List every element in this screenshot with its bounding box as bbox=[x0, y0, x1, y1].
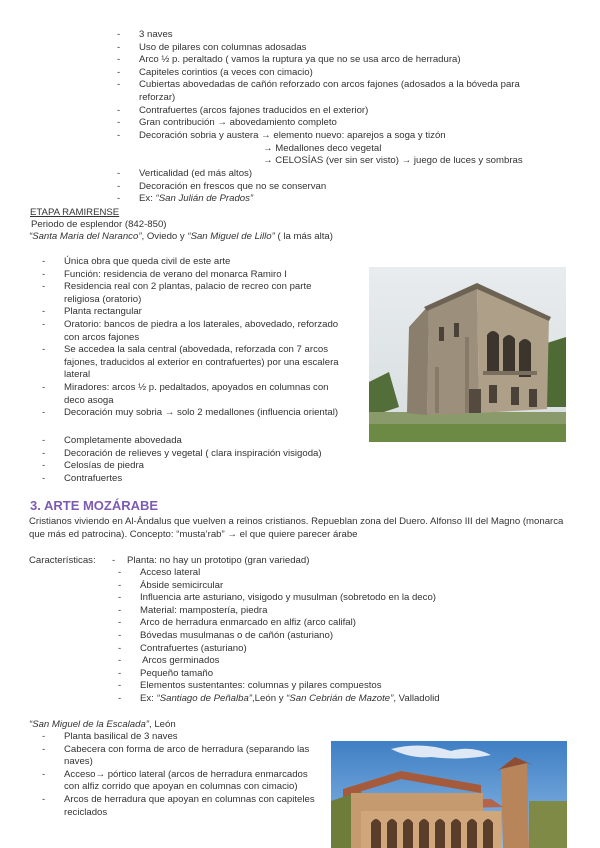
list-item: - Arcos de herradura que apoyan en columnas con capiteles reciclados bbox=[42, 794, 324, 819]
list-item: - Decoración en frescos que no se conservan bbox=[117, 181, 547, 194]
list-item: - Verticalidad (ed más altos) bbox=[117, 168, 547, 181]
list-item: - Función: residencia de verano del monarca Ramiro I bbox=[42, 269, 348, 282]
mozarabe-intro: Cristianos viviendo en Al-Ándalus que vuelven a reinos cristianos. Repueblan zona del Duero. Alfonso III del Magno (monarca que más ed patrocina). Concepto: “musta’rab” → el que quiere parecer árabe bbox=[29, 516, 564, 540]
list-item: - Elementos sustentantes: columnas y pilares compuestos bbox=[118, 680, 538, 693]
list-item: - Cabecera con forma de arco de herradura (separando las naves) bbox=[42, 744, 324, 769]
building-name: “San Miguel de Lillo” bbox=[187, 231, 275, 242]
characteristics-first bbox=[112, 555, 512, 568]
list-item: - Residencia real con 2 plantas, palacio de recreo con parte religiosa (oratorio) bbox=[42, 281, 348, 306]
list-item: - Celosías de piedra bbox=[42, 460, 362, 473]
list-item: - Planta: no hay un prototipo (gran variedad) bbox=[112, 555, 512, 568]
building-place: , Oviedo y bbox=[141, 231, 188, 242]
example-place: , Valladolid bbox=[393, 692, 440, 704]
example-prefix: Ex: bbox=[139, 193, 156, 205]
list-item bbox=[118, 693, 538, 706]
list-item: - Arcos germinados bbox=[118, 655, 538, 668]
section-heading-mozarabe: 3. ARTE MOZÁRABE bbox=[30, 498, 159, 513]
list-item: - Ábside semicircular bbox=[118, 580, 538, 593]
escalada-title bbox=[29, 719, 176, 732]
building-name: “Santa Maria del Naranco” bbox=[29, 231, 142, 242]
list-item: - Cubiertas abovedadas de cañón reforzado con arcos fajones (adosados a la bóveda para reforzar) bbox=[117, 79, 547, 104]
building-note: ( la más alta) bbox=[274, 231, 333, 242]
list-item: - Oratorio: bancos de piedra a los laterales, abovedado, reforzado con arcos fajones bbox=[42, 319, 348, 344]
characteristics-label: Características: bbox=[29, 555, 96, 566]
lillo-list bbox=[42, 435, 362, 485]
list-item: - Completamente abovedada bbox=[42, 435, 362, 448]
decoration-subitem: → Medallones deco vegetal bbox=[263, 143, 382, 154]
list-item: - Acceso→ pórtico lateral (arcos de herradura enmarcados con alfiz corrido que apoyan en columnas con cimacio) bbox=[42, 769, 324, 794]
list-item: - Pequeño tamaño bbox=[118, 668, 538, 681]
building-place: , León bbox=[149, 719, 176, 730]
escalada-list bbox=[42, 731, 324, 819]
list-item: - Acceso lateral bbox=[118, 567, 538, 580]
list-item: - Influencia arte asturiano, visigodo y musulman (sobretodo en la deco) bbox=[118, 592, 538, 605]
example-name: “San Cebrián de Mazote” bbox=[286, 692, 394, 704]
decoration-subitem: → CELOSÍAS (ver sin ser visto) → juego de luces y sombras bbox=[263, 155, 523, 166]
list-item bbox=[117, 193, 547, 206]
list-item: - Decoración muy sobria → solo 2 medallones (influencia oriental) bbox=[42, 407, 348, 420]
examples-prefix: Ex: bbox=[140, 692, 157, 704]
list-item: - Uso de pilares con columnas adosadas bbox=[117, 42, 547, 55]
list-item: - Capiteles corintios (a veces con cimacio) bbox=[117, 67, 547, 80]
list-item: - Planta basilical de 3 naves bbox=[42, 731, 324, 744]
example-place: ,León y bbox=[252, 692, 287, 704]
asturian-features-list bbox=[117, 29, 547, 142]
list-item: - Gran contribución → abovedamiento completo bbox=[117, 117, 547, 130]
building-name: “San Miguel de la Escalada” bbox=[29, 719, 149, 730]
list-item: - Única obra que queda civil de este arte bbox=[42, 256, 348, 269]
characteristics-list bbox=[118, 567, 538, 706]
buildings-line bbox=[29, 231, 333, 244]
period-text: Periodo de esplendor (842-850) bbox=[31, 219, 167, 230]
list-item: - Contrafuertes bbox=[42, 473, 362, 486]
santa-maria-del-naranco-photo bbox=[369, 267, 566, 442]
asturian-features-list-2 bbox=[117, 168, 547, 206]
list-item: - Miradores: arcos ½ p. pedaltados, apoyados en columnas con deco asoga bbox=[42, 382, 348, 407]
list-item: - Arco de herradura enmarcado en alfiz (arco califal) bbox=[118, 617, 538, 630]
list-item: - Decoración de relieves y vegetal ( clara inspiración visigoda) bbox=[42, 448, 362, 461]
list-item: - Se accedea la sala central (abovedada, reforzada con 7 arcos fajones, traducidos al exterior en contrafuertes) por una escalera lateral bbox=[42, 344, 348, 382]
list-item: - Planta rectangular bbox=[42, 306, 348, 319]
list-item: - Material: mampostería, piedra bbox=[118, 605, 538, 618]
list-item: - 3 naves bbox=[117, 29, 547, 42]
list-item: - Arco ½ p. peraltado ( vamos la ruptura ya que no se usa arco de herradura) bbox=[117, 54, 547, 67]
list-item: - Contrafuertes (arcos fajones traducidos en el exterior) bbox=[117, 105, 547, 118]
list-item: - Decoración sobria y austera → elemento nuevo: aparejos a soga y tizón bbox=[117, 130, 547, 143]
naranco-list bbox=[42, 256, 348, 420]
list-item: - Contrafuertes (asturiano) bbox=[118, 643, 538, 656]
example-name: “Santiago de Peñalba” bbox=[156, 692, 253, 704]
list-item: - Bóvedas musulmanas o de cañón (asturiano) bbox=[118, 630, 538, 643]
example-name: “San Julián de Prados” bbox=[155, 193, 254, 205]
san-miguel-de-la-escalada-photo bbox=[331, 741, 567, 848]
section-heading-ramirense: ETAPA RAMIRENSE bbox=[30, 207, 120, 218]
